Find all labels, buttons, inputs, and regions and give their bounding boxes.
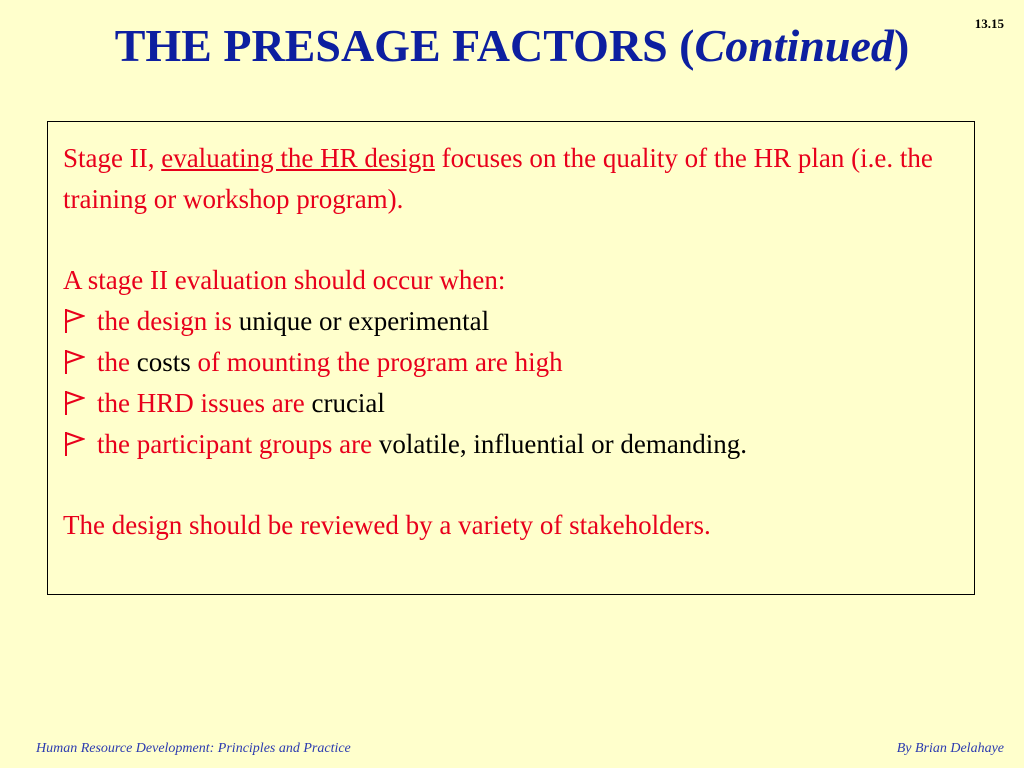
bullet-item [63, 342, 958, 383]
intro-paragraph [63, 138, 958, 220]
title-italic: Continued [694, 20, 894, 71]
footer-book-title: Human Resource Development: Principles and Practice [36, 741, 351, 756]
spacer [63, 220, 958, 261]
bullet-text-3a: the HRD issues are [97, 387, 312, 418]
title-main: THE PRESAGE FACTORS ( [114, 20, 695, 71]
content-box [47, 121, 975, 595]
bullet-text-1a: the design is [97, 306, 239, 337]
bullet-item [63, 301, 958, 342]
flag-icon [63, 431, 85, 457]
bullet-text-2a: the [97, 346, 137, 377]
spacer [63, 464, 958, 505]
flag-icon [63, 308, 85, 334]
intro-rest: focuses on the quality of the HR plan (i.e. the training or workshop program). [63, 143, 933, 214]
bullet-text-1b: unique or experimental [238, 306, 490, 337]
intro-underlined: evaluating the HR design [161, 143, 435, 173]
intro-prefix: Stage II, [63, 143, 162, 173]
bullet-text-2b: costs [136, 346, 191, 377]
slide-number: 13.15 [974, 16, 1004, 31]
flag-icon [63, 390, 85, 416]
bullet-text-3b: crucial [311, 387, 385, 418]
bullet-item [63, 383, 958, 424]
bullet-text-2c: of mounting the program are high [190, 346, 563, 377]
closing-paragraph: The design should be reviewed by a variety of stakeholders. [63, 510, 711, 541]
flag-icon [63, 349, 85, 375]
bullet-text-4a: the participant groups are [97, 428, 379, 459]
bullet-item [63, 424, 958, 465]
footer-author: By Brian Delahaye [896, 741, 1004, 756]
title-close: ) [893, 20, 910, 71]
bullet-text-4b: volatile, influential or demanding. [378, 428, 748, 459]
slide-title [0, 16, 1024, 76]
when-heading: A stage II evaluation should occur when: [63, 265, 506, 296]
